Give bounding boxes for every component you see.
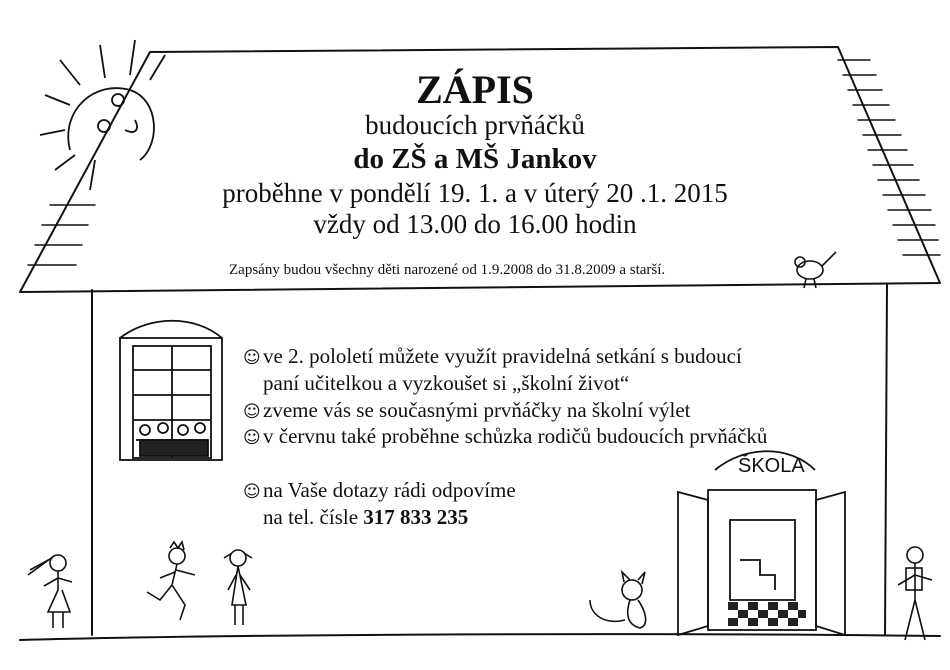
school-name: do ZŠ a MŠ Jankov [353, 143, 597, 175]
child-icon [147, 542, 195, 620]
child-icon [28, 555, 72, 628]
list-item-text: paní učitelkou a vyzkoušet si „školní život“ [263, 371, 630, 395]
smiley-icon: ☺ [243, 428, 261, 448]
list-item-text: zveme vás se současnými prvňáčky na školní výlet [263, 398, 691, 422]
phone-line [243, 505, 516, 530]
school-door-icon [678, 451, 845, 635]
window-icon [120, 321, 222, 460]
list-item [243, 398, 690, 425]
list-item-text: ve 2. pololetí můžete využít pravidelná setkání s budoucí [263, 344, 742, 368]
eligibility-note: Zapsány budou všechny děti narozené od 1.9.2008 do 31.8.2009 a starší. [229, 262, 666, 278]
school-sign: ŠKOLA [738, 455, 805, 477]
poster-subtitle: budoucích prvňáčků [365, 110, 585, 140]
list-item [243, 424, 767, 451]
poster-title: ZÁPIS [416, 67, 534, 112]
phone-prefix: na tel. čísle [263, 505, 364, 529]
smiley-icon: ☺ [243, 402, 261, 422]
bird-icon [795, 252, 836, 288]
cat-icon [590, 572, 646, 628]
phone-number[interactable]: 317 833 235 [363, 505, 469, 529]
list-item [243, 344, 742, 396]
list-item [243, 478, 516, 530]
list-item-text: na Vaše dotazy rádi odpovíme [263, 478, 516, 502]
time-line: vždy od 13.00 do 16.00 hodin [313, 209, 637, 239]
date-line: proběhne v pondělí 19. 1. a v úterý 20 .1. 2015 [222, 178, 728, 208]
ground-line [20, 634, 940, 640]
smiley-icon: ☺ [243, 482, 261, 502]
smiley-icon: ☺ [243, 348, 261, 368]
list-item-text: v červnu také proběhne schůzka rodičů budoucích prvňáčků [263, 424, 768, 448]
child-icon [898, 547, 932, 640]
child-icon [224, 550, 252, 625]
house-wall-right [885, 285, 887, 635]
